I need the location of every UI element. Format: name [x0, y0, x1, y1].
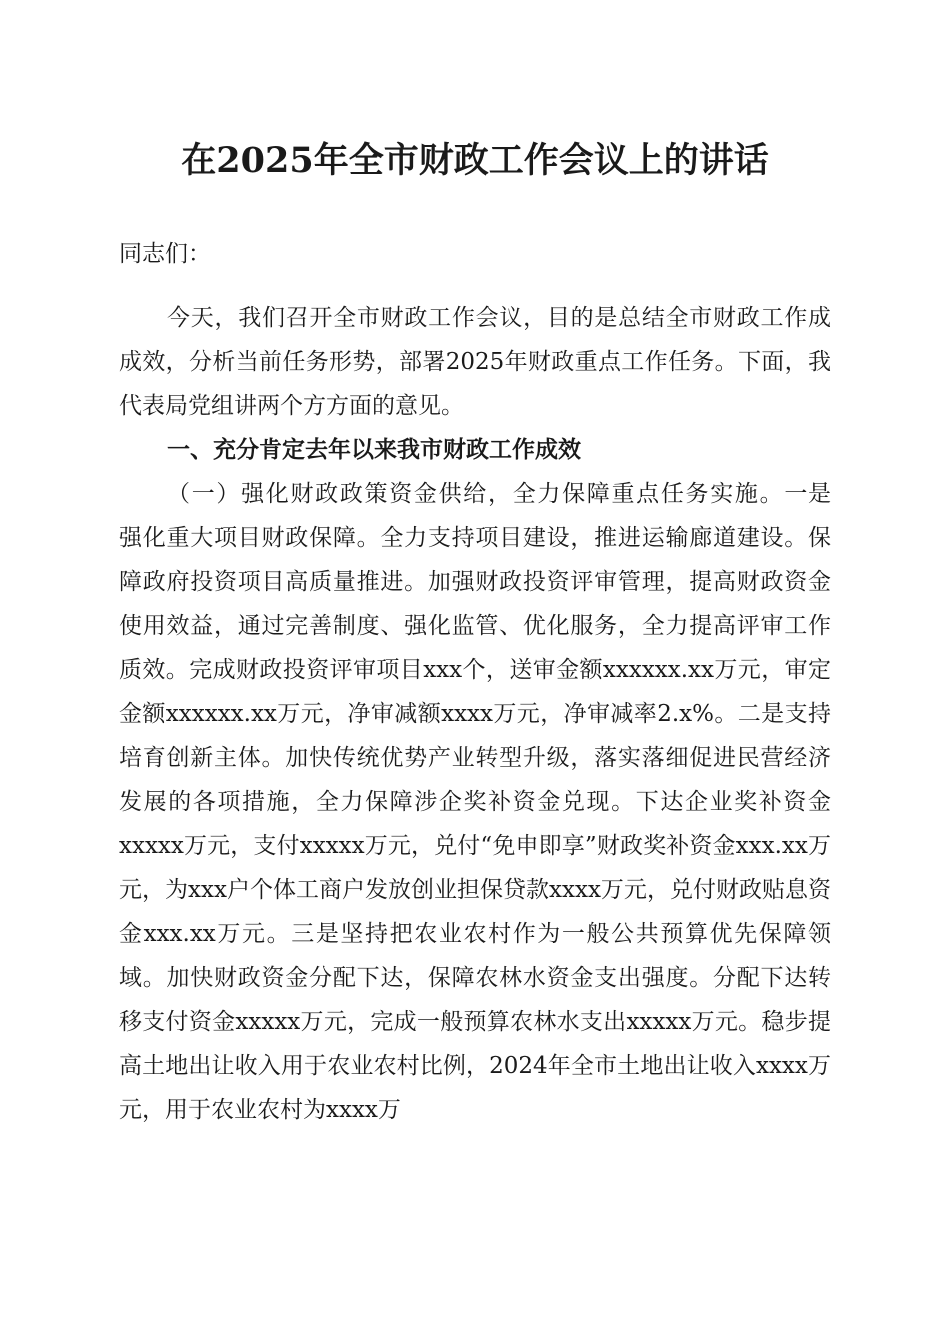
- salutation: 同志们：: [119, 241, 211, 267]
- intro-paragraph: 今天，我们召开全市财政工作会议，目的是总结全市财政工作成成效，分析当前任务形势，部署2025年财政重点工作任务。下面，我代表局党组讲两个方方面的意见。: [119, 305, 831, 419]
- document-body: [119, 232, 831, 1132]
- subsection-body-1: 一是强化重大项目财政保障。全力支持项目建设，推进运输廊道建设。保障政府投资项目高质量推进。加强财政投资评审管理，提高财政资金使用效益，通过完善制度、强化监管、优化服务，全力提高评审工作质效。完成财政投资评审项目xxx个，送审金额xxxxxx.xx万元，审定金额xxxxxx.xx万元，净审减额xxxx万元，净审减率2.x%。二是支持培育创新主体。加快传统优势产业转型升级，落实落细促进民营经济发展的各项措施，全力保障涉企奖补资金兑现。下达企业奖补资金xxxxx万元，支付xxxxx万元，兑付“免申即享”财政奖补资金xxx.xx万元，为xxx户个体工商户发放创业担保贷款xxxx万元，兑付财政贴息资金xxx.xx万元。三是坚持把农业农村作为一般公共预算优先保障领域。加快财政资金分配下达，保障农林水资金支出强度。分配下达转移支付资金xxxxx万元，完成一般预算农林水支出xxxxx万元。稳步提高土地出让收入用于农业农村比例，2024年全市土地出让收入xxxx万元，用于农业农村为xxxx万: [119, 481, 832, 1123]
- subsection-heading-1: （一）强化财政政策资金供给，全力保障重点任务实施。: [167, 481, 785, 507]
- section-heading-1: 一、充分肯定去年以来我市财政工作成效: [167, 437, 581, 463]
- document-title: 在2025年全市财政工作会议上的讲话: [181, 140, 769, 181]
- subsection-paragraph-1: [119, 472, 831, 1132]
